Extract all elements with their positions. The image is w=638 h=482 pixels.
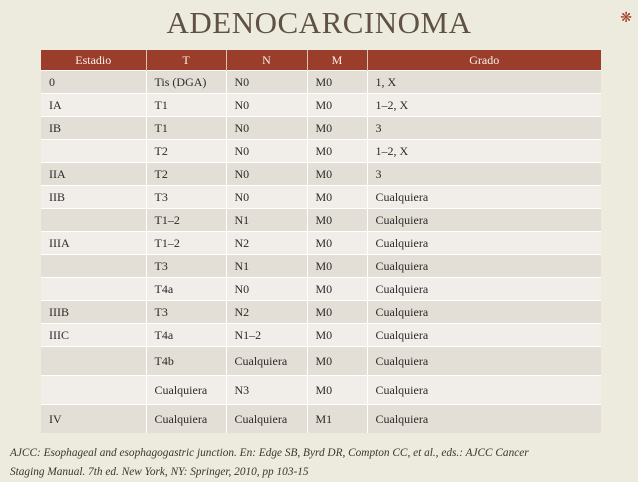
cell-n: N1 (226, 209, 307, 232)
cell-n: N2 (226, 301, 307, 324)
header-t: T (146, 50, 226, 71)
cell-t: Tis (DGA) (146, 71, 226, 94)
cell-t: Cualquiera (146, 376, 226, 405)
cell-m: M0 (307, 94, 367, 117)
citation (10, 444, 610, 482)
cell-grado: 1, X (367, 71, 601, 94)
cell-t: Cualquiera (146, 405, 226, 434)
cell-n: N2 (226, 232, 307, 255)
cell-grado: Cualquiera (367, 347, 601, 376)
cell-n: N0 (226, 117, 307, 140)
cell-m: M0 (307, 163, 367, 186)
staging-table (41, 50, 601, 433)
citation-line-1: AJCC: Esophageal and esophagogastric junction. En: Edge SB, Byrd DR, Compton CC, et al., eds.: AJCC Cancer (10, 447, 529, 459)
table-row (41, 301, 601, 324)
cell-t: T4a (146, 324, 226, 347)
cell-t: T1 (146, 117, 226, 140)
cell-m: M1 (307, 405, 367, 434)
header-estadio: Estadio (41, 50, 146, 71)
cell-grado: Cualquiera (367, 278, 601, 301)
cell-m: M0 (307, 255, 367, 278)
cell-m: M0 (307, 117, 367, 140)
cell-m: M0 (307, 186, 367, 209)
cell-m: M0 (307, 301, 367, 324)
cell-grado: Cualquiera (367, 376, 601, 405)
cell-t: T1–2 (146, 232, 226, 255)
cell-n: Cualquiera (226, 405, 307, 434)
cell-grado: 1–2, X (367, 140, 601, 163)
header-grado: Grado (367, 50, 601, 71)
table-row (41, 117, 601, 140)
header-n: N (226, 50, 307, 71)
cell-estadio: IA (41, 94, 146, 117)
cell-t: T1 (146, 94, 226, 117)
cell-estadio: IB (41, 117, 146, 140)
table-row (41, 405, 601, 434)
cell-t: T4b (146, 347, 226, 376)
cell-grado: Cualquiera (367, 209, 601, 232)
cell-t: T3 (146, 186, 226, 209)
cell-n: Cualquiera (226, 347, 307, 376)
cell-grado: Cualquiera (367, 324, 601, 347)
cell-grado: 3 (367, 117, 601, 140)
cell-m: M0 (307, 376, 367, 405)
cell-n: N1 (226, 255, 307, 278)
cell-grado: Cualquiera (367, 301, 601, 324)
cell-m: M0 (307, 347, 367, 376)
cell-t: T4a (146, 278, 226, 301)
cell-m: M0 (307, 232, 367, 255)
table-row (41, 140, 601, 163)
table-row (41, 94, 601, 117)
table-row (41, 186, 601, 209)
cell-m: M0 (307, 140, 367, 163)
cell-t: T1–2 (146, 209, 226, 232)
table-row (41, 376, 601, 405)
flower-icon: ❋ (620, 11, 632, 26)
table-row (41, 163, 601, 186)
cell-n: N3 (226, 376, 307, 405)
cell-n: N0 (226, 140, 307, 163)
cell-m: M0 (307, 278, 367, 301)
table-row (41, 324, 601, 347)
cell-n: N0 (226, 94, 307, 117)
cell-t: T3 (146, 301, 226, 324)
cell-grado: Cualquiera (367, 232, 601, 255)
cell-estadio: IIIA (41, 232, 146, 255)
table-row (41, 71, 601, 94)
cell-estadio: IIB (41, 186, 146, 209)
cell-grado: 3 (367, 163, 601, 186)
cell-estadio (41, 376, 146, 405)
table-row (41, 278, 601, 301)
cell-estadio: 0 (41, 71, 146, 94)
table-row (41, 209, 601, 232)
cell-n: N0 (226, 186, 307, 209)
cell-m: M0 (307, 209, 367, 232)
cell-estadio (41, 140, 146, 163)
cell-m: M0 (307, 71, 367, 94)
cell-estadio (41, 347, 146, 376)
slide-title: ADENOCARCINOMA (166, 5, 472, 40)
cell-estadio (41, 255, 146, 278)
cell-n: N0 (226, 71, 307, 94)
header-m: M (307, 50, 367, 71)
cell-t: T2 (146, 163, 226, 186)
cell-m: M0 (307, 324, 367, 347)
cell-t: T2 (146, 140, 226, 163)
cell-n: N0 (226, 278, 307, 301)
cell-estadio (41, 278, 146, 301)
cell-estadio (41, 209, 146, 232)
cell-estadio: IIIB (41, 301, 146, 324)
cell-grado: Cualquiera (367, 255, 601, 278)
table-row (41, 347, 601, 376)
table-row (41, 255, 601, 278)
cell-grado: Cualquiera (367, 405, 601, 434)
cell-grado: Cualquiera (367, 186, 601, 209)
table-row (41, 232, 601, 255)
cell-n: N1–2 (226, 324, 307, 347)
cell-estadio: IV (41, 405, 146, 434)
cell-grado: 1–2, X (367, 94, 601, 117)
table-header-row (41, 50, 601, 71)
cell-estadio: IIIC (41, 324, 146, 347)
cell-t: T3 (146, 255, 226, 278)
cell-estadio: IIA (41, 163, 146, 186)
cell-n: N0 (226, 163, 307, 186)
citation-line-2: Staging Manual. 7th ed. New York, NY: Springer, 2010, pp 103-15 (10, 466, 309, 478)
